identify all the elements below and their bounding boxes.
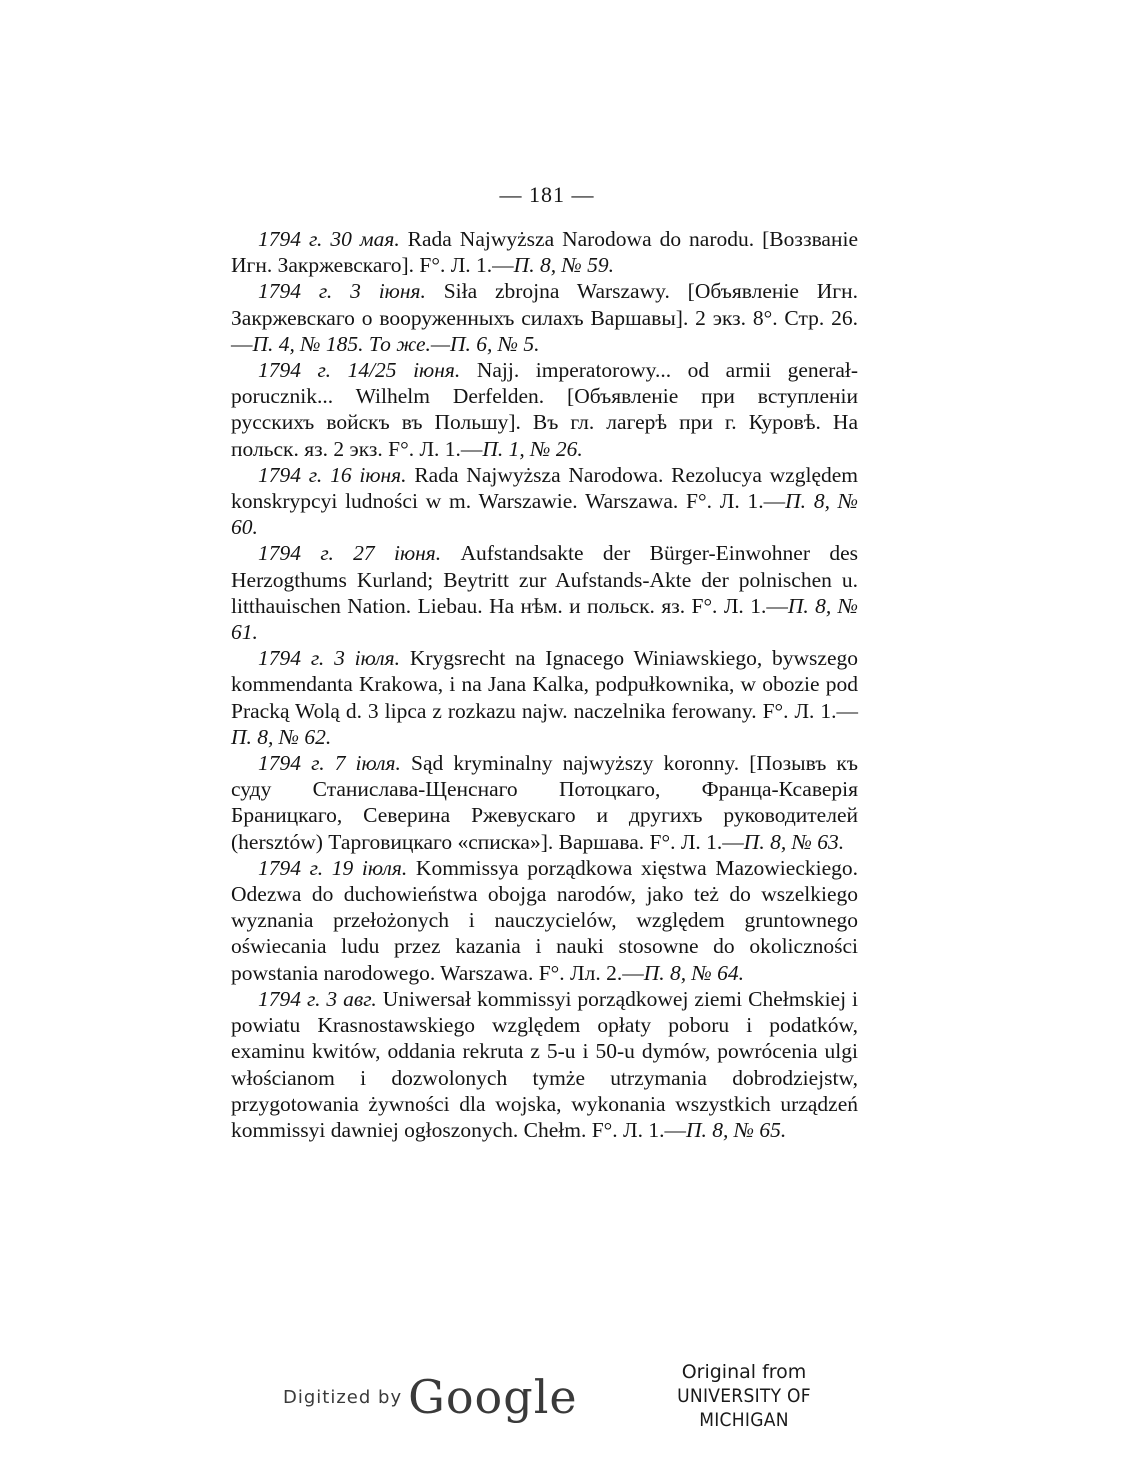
entry-date: 1794 г. 16 іюня.: [258, 462, 407, 487]
entry-ref: П. 8, № 61.: [231, 593, 858, 645]
google-logo: Google: [408, 1370, 578, 1424]
entry-text: Sąd kryminalny najwyższy koronny. [Позывъ къ суду Станислава-Щенснаго Потоцкаго, Франца-Ксаверія Браницкаго, Северина Ржевускаго и другихъ руководителей (hersztów) Тарговицкаго «списка»]. Варшава. F°. Л. 1.—: [231, 751, 858, 854]
entry-date: 1794 г. 3 авг.: [258, 986, 377, 1011]
entry-ref: П. 1, № 26.: [482, 436, 583, 461]
page-number: — 181 —: [499, 182, 595, 207]
entry-6: [231, 645, 858, 750]
digitized-by-watermark: [283, 1360, 578, 1424]
entry-text: Krygsrecht na Ignacego Winiawskiego, bywszego kommendanta Krakowa, i na Jana Kalka, podpułkownika, w obozie pod Pracką Wolą d. 3 lipca z rozkazu najw. naczelnika ferowany. F°. Л. 1.—: [231, 646, 859, 723]
university-label: UNIVERSITY OF MICHIGAN: [677, 1385, 811, 1431]
entry-text: Najj. imperatorowy... od armii generał-porucznik... Wilhelm Derfelden. [Объявленіе при вступленіи русскихъ войскъ въ Польшу]. Въ гл. лагерѣ при г. Куровѣ. На польск. яз. 2 экз. F°. Л. 1.—: [231, 358, 859, 461]
entry-ref: П. 8, № 62.: [231, 724, 332, 749]
entry-text: Rada Najwyższa Narodowa do narodu. [Воззваніе Игн. Закржевскаго]. F°. Л. 1.—: [231, 227, 859, 278]
entry-date: 1794 г. 27 іюня.: [258, 541, 442, 566]
digitized-label: Digitized by: [283, 1387, 403, 1408]
entry-ref: П. 8, № 65.: [685, 1117, 787, 1142]
entry-5: [231, 540, 858, 645]
entry-ref: П. 4, № 185. То же.—П. 6, № 5.: [252, 331, 540, 356]
entry-ref: П. 8, № 60.: [231, 489, 858, 540]
entry-text: Uniwersał kommissyi porządkowej ziemi Chełmskiej i powiatu Krasnostawskiego względem opłaty poboru i podatków, examinu kwitów, oddania rekruta z 5-u i 50-u dymów, powrócenia ulgi włościanom i dozwolonych tymże utrzymania dobrodziejstw, przygotowania żywności dla wojska, wykonania wszystkich urządzeń kommissyi dawniej ogłoszonych. Chełm. F°. Л. 1.—: [231, 986, 859, 1142]
catalog-entries: [231, 226, 858, 1143]
entry-date: 1794 г. 3 іюля.: [258, 646, 401, 671]
original-from-label: Original from: [681, 1361, 807, 1383]
entry-text: Aufstandsakte der Bürger-Einwohner des Herzogthums Kurland; Beytritt zur Aufstands-Akte der polnischen u. litthauischen Nation. Liebau. На нѣм. и польск. яз. F°. Л. 1.—: [231, 541, 858, 618]
entry-2: [231, 278, 858, 357]
entry-date: 1794 г. 7 іюля.: [258, 751, 401, 776]
entry-ref: П. 8, № 64.: [643, 960, 745, 985]
entry-text: Rada Najwyższa Narodowa. Rezolucya względem konskrypcyi ludności w m. Warszawie. Warszawa. F°. Л. 1.—: [231, 462, 858, 514]
entry-text: Kommissya porządkowa xięstwa Mazowieckiego. Odezwa do duchowieństwa obojga narodów, jako też do wszelkiego wyznania przełożonych i nauczycielów, względem gruntownego oświecania ludu przez kazania i nauki stosowne do okoliczności powstania narodowego. Warszawa. F°. Лл. 2.—: [231, 855, 858, 985]
entry-7: [231, 750, 858, 855]
entry-date: 1794 г. 30 мая.: [258, 227, 400, 251]
entry-1: [231, 226, 858, 278]
entry-text: Siła zbrojna Warszawy. [Объявленіе Игн. Закржевскаго о вооруженныхъ силахъ Варшавы]. 2 экз. 8°. Стр. 26.—: [231, 279, 858, 356]
entry-ref: П. 8, № 63.: [743, 829, 845, 854]
entry-9: [231, 986, 858, 1143]
entry-date: 1794 г. 19 іюля.: [258, 855, 408, 880]
entry-8: [231, 855, 858, 986]
entry-date: 1794 г. 14/25 іюня.: [258, 358, 461, 383]
entry-ref: П. 8, № 59.: [513, 253, 614, 278]
entry-date: 1794 г. 3 іюня.: [258, 279, 426, 304]
entry-3: [231, 357, 858, 462]
entry-4: [231, 462, 858, 541]
source-attribution: [628, 1360, 860, 1432]
